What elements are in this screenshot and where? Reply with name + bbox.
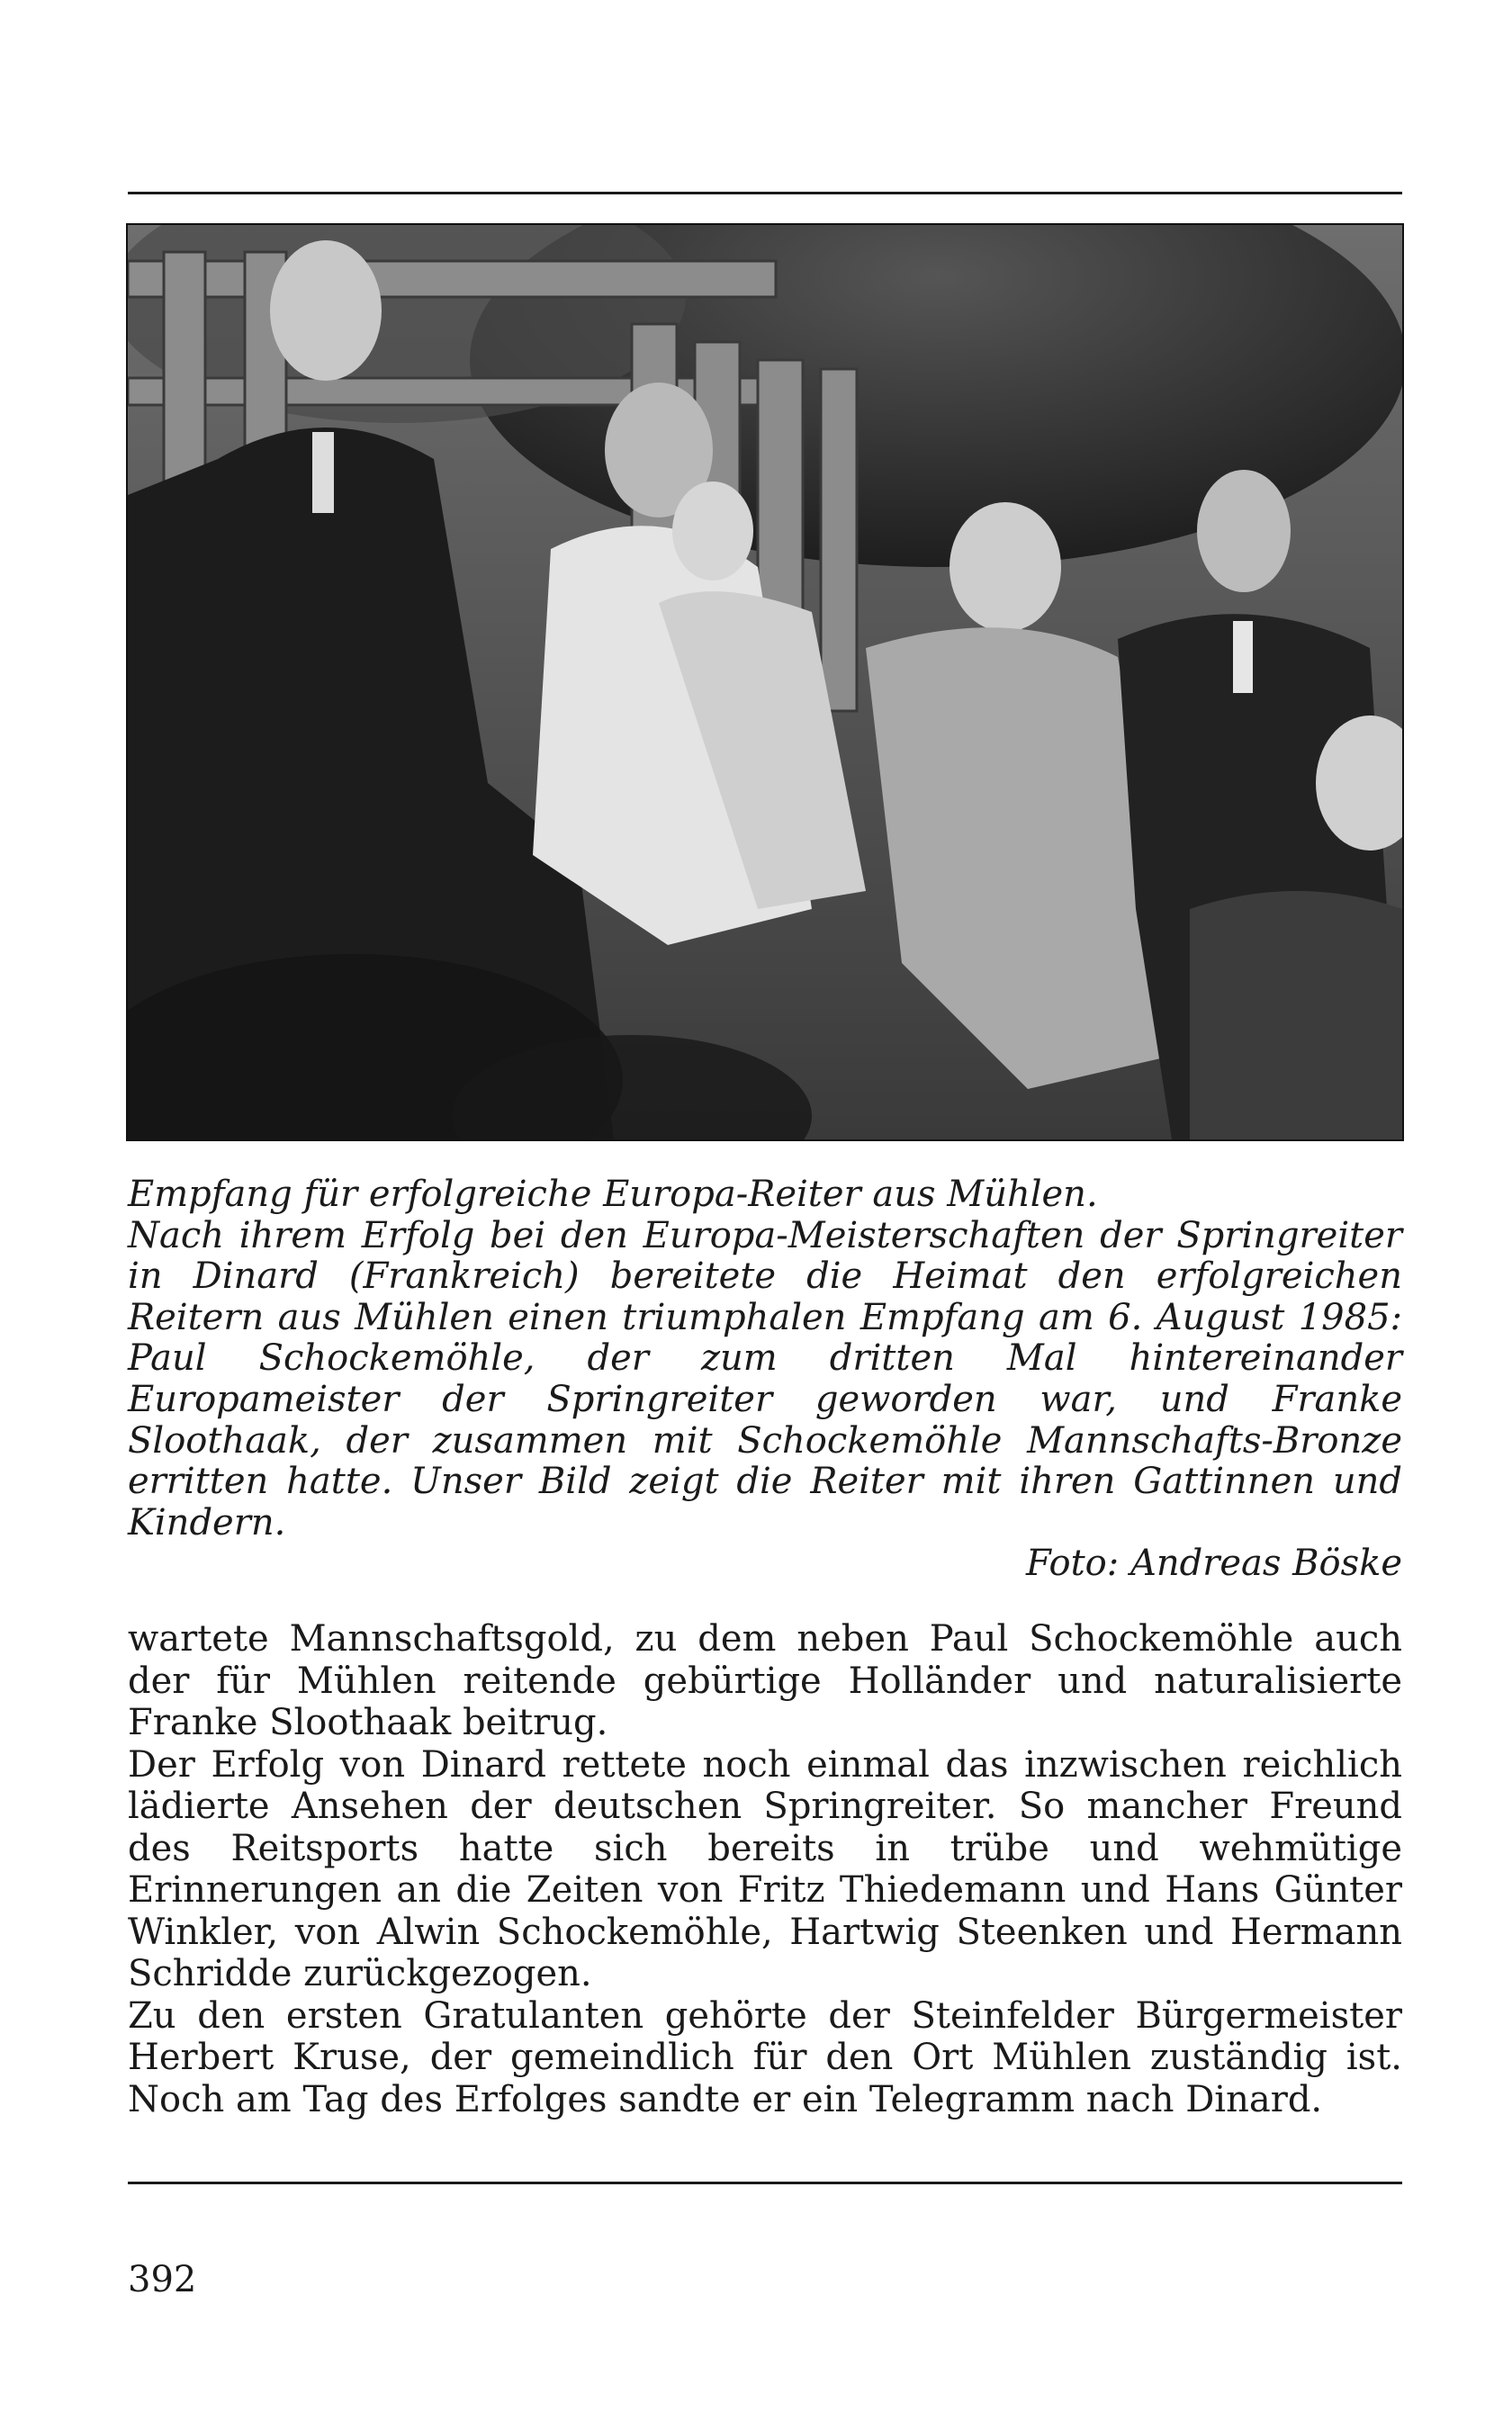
caption-title: Empfang für erfolgreiche Europa-Reiter aus Mühlen.	[128, 1174, 1098, 1215]
page-number: 392	[128, 2259, 197, 2300]
body-text	[128, 1618, 1402, 2120]
photo-image	[128, 225, 1402, 1139]
caption-text: Nach ihrem Erfolg bei den Europa-Meisterschaften der Springreiter in Dinard (Frankreich) bereitete die Heimat den erfolgreichen Reitern aus Mühlen einen triumphalen Empfang am 6. August 1985: Paul Schockemöhle, der zum dritten Mal hintereinander Europameister der Springreiter geworden war, und Franke Sloothaak, der zusammen mit Schockemöhle Mannschafts-Bronze erritten hatte. Unser Bild zeigt die Reiter mit ihren Gattinnen und Kindern.	[128, 1214, 1402, 1544]
photo-credit: Foto: Andreas Böske	[1025, 1543, 1402, 1585]
body-paragraph-3: Zu den ersten Gratulanten gehörte der Steinfelder Bürgermeister Herbert Kruse, der gemeindlich für den Ort Mühlen zuständig ist. Noch am Tag des Erfolges sandte er ein Telegramm nach Dinard.	[128, 1994, 1402, 2120]
bottom-rule	[128, 2182, 1402, 2184]
photo-caption	[128, 1174, 1402, 1585]
body-paragraph-1: wartete Mannschaftsgold, zu dem neben Paul Schockemöhle auch der für Mühlen reitende gebürtige Holländer und naturalisierte Franke Sloothaak beitrug.	[128, 1618, 1402, 1743]
body-paragraph-2: Der Erfolg von Dinard rettete noch einmal das inzwischen reichlich lädierte Ansehen der deutschen Springreiter. So mancher Freund des Reitsports hatte sich bereits in trübe und wehmütige Erinnerungen an die Zeiten von Fritz Thiedemann und Hans Günter Winkler, von Alwin Schockemöhle, Hartwig Steenken und Hermann Schridde zurückgezogen.	[128, 1743, 1402, 1994]
photo	[128, 225, 1402, 1139]
top-rule	[128, 192, 1402, 194]
